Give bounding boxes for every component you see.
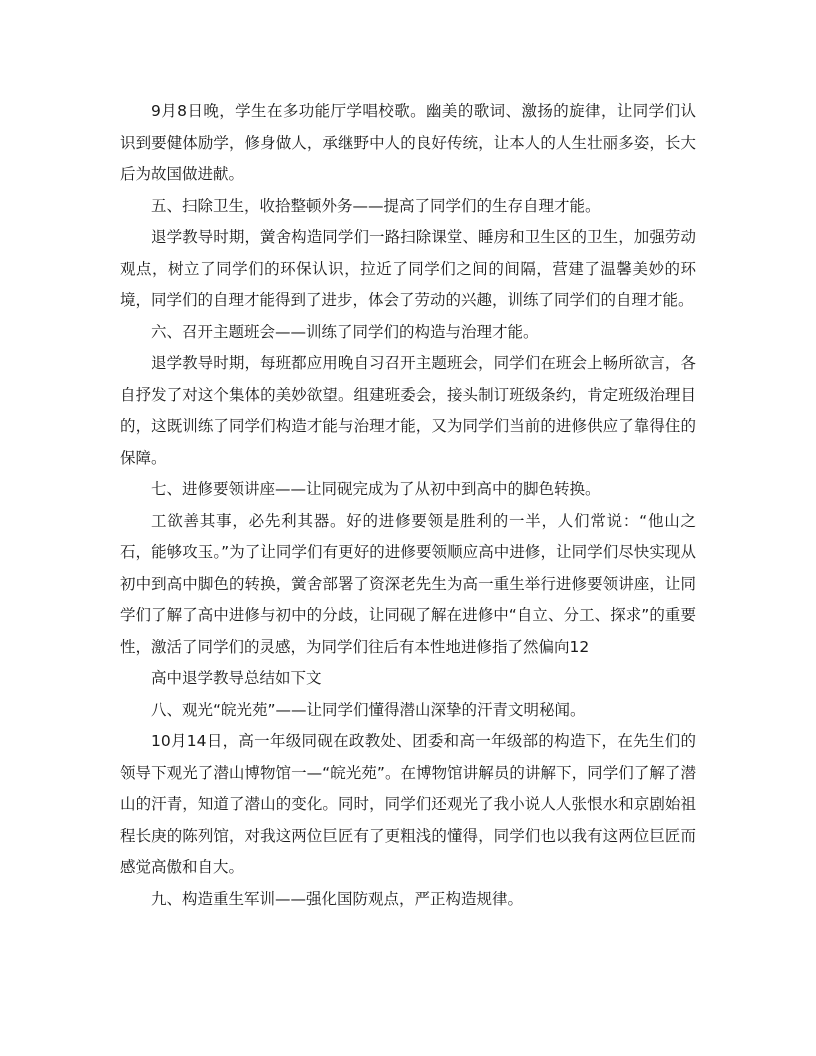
heading-section-9: 九、构造重生军训——强化国防观点，严正构造规律。 <box>151 889 524 908</box>
paragraph-class-meeting: 退学教导时期，每班都应用晚自习召开主题班会，同学们在班会上畅所欲言，各自抒发了对这个集体的美妙欲望。组建班委会，接头制订班级条约，肯定班级治理目的，这既训练了同学们构造才能与治理才能，又为同学们当前的进修供应了靠得住的保障。 <box>120 354 696 467</box>
paragraph-summary-note: 高中退学教导总结如下文 <box>151 669 322 687</box>
heading-section-5: 五、扫除卫生，收拾整顿外务——提高了同学们的生存自理才能。 <box>151 196 601 215</box>
paragraph-museum-visit: 10月14日，高一年级同砚在政教处、团委和高一年级部的构造下，在先生们的领导下观光了潜山博物馆一—“皖光苑”。在博物馆讲解员的讲解下，同学们了解了潜山的汗青，知道了潜山的变化。同时，同学们还观光了我小说人人张恨水和京剧始祖程长庚的陈列馆，对我这两位巨匠有了更粗浅的懂得，同学们也以我有这两位巨匠而感觉高傲和自大。 <box>120 732 696 876</box>
paragraph-school-song: 9月8日晚，学生在多功能厅学唱校歌。幽美的歌词、激扬的旋律，让同学们认识到要健体励学，修身做人，承继野中人的良好传统，让本人的人生壮丽多姿，长大后为故国做进献。 <box>120 102 696 183</box>
heading-section-7: 七、进修要领讲座——让同砚完成为了从初中到高中的脚色转换。 <box>151 480 601 498</box>
heading-section-8: 八、观光“皖光苑”——让同学们懂得潜山深挚的汗青文明秘闻。 <box>151 700 586 719</box>
paragraph-study-methods: 工欲善其事，必先利其器。好的进修要领是胜利的一半，人们常说：“他山之石，能够攻玉。”为了让同学们有更好的进修要领顺应高中进修，让同学们尽快实现从初中到高中脚色的转换，黉舍部署了资深老先生为高一重生举行进修要领讲座，让同学们了解了高中进修与初中的分歧，让同砚了解在进修中“自立、分工、探求”的重要性，激活了同学们的灵感，为同学们往后有本性地进修指了然偏向12 <box>120 511 696 656</box>
document-body <box>120 96 696 915</box>
paragraph-cleaning: 退学教导时期，黉舍构造同学们一路扫除课堂、睡房和卫生区的卫生，加强劳动观点，树立了同学们的环保认识，拉近了同学们之间的间隔，营建了温馨美妙的环境，同学们的自理才能得到了进步，体会了劳动的兴趣，训练了同学们的自理才能。 <box>120 228 696 309</box>
heading-section-6: 六、召开主题班会——训练了同学们的构造与治理才能。 <box>151 322 539 341</box>
